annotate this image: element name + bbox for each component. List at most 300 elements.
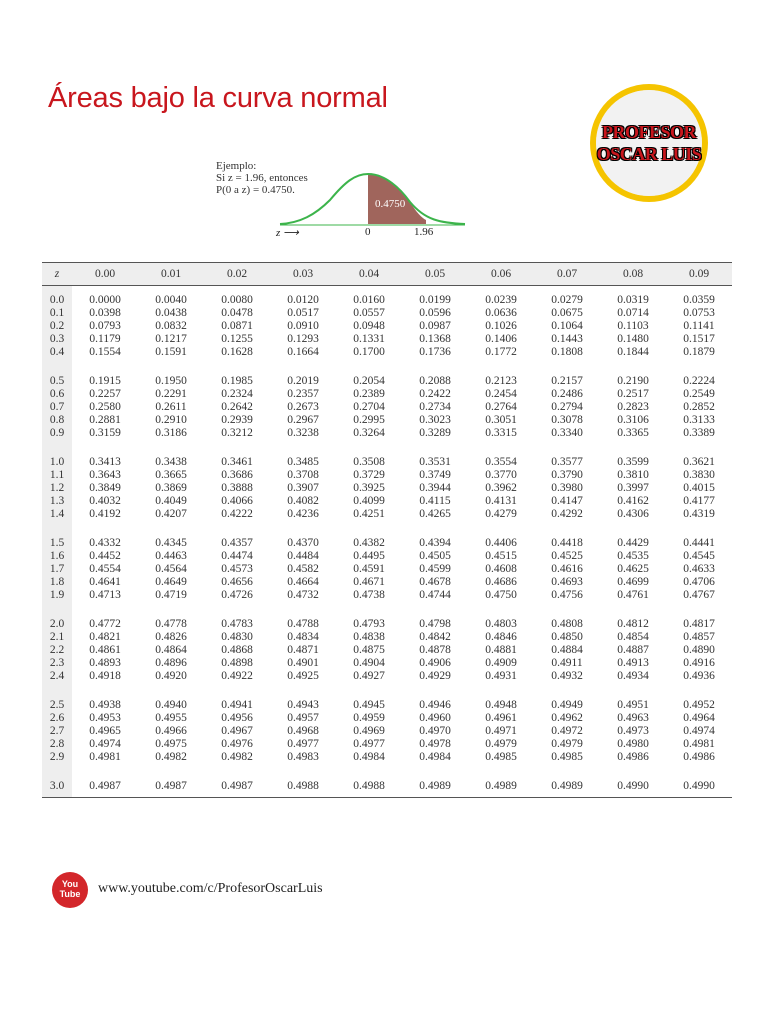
area-cell: 0.4292 [551, 508, 583, 520]
area-cell: 0.4719 [155, 589, 187, 601]
area-cell: 0.0675 [551, 307, 583, 319]
area-cell: 0.0398 [89, 307, 121, 319]
area-cell: 0.4793 [353, 618, 385, 630]
area-cell: 0.2324 [221, 388, 253, 400]
z-value-cell: 2.8 [42, 738, 72, 751]
area-cell: 0.4332 [89, 537, 121, 549]
area-cell: 0.4922 [221, 670, 253, 682]
area-cell: 0.2611 [155, 401, 187, 413]
area-cell: 0.4821 [89, 631, 121, 643]
logo-line-2: OSCAR LUIS [596, 144, 702, 164]
area-cell: 0.0080 [221, 294, 253, 306]
area-cell: 0.3749 [419, 469, 451, 481]
area-cell: 0.0279 [551, 294, 583, 306]
area-cell: 0.4955 [155, 712, 187, 724]
area-cell: 0.4554 [89, 563, 121, 575]
area-cell: 0.3770 [485, 469, 517, 481]
area-cell: 0.4463 [155, 550, 187, 562]
area-cell: 0.4345 [155, 537, 187, 549]
table-row [42, 367, 732, 388]
area-cell: 0.4744 [419, 589, 451, 601]
area-cell: 0.4842 [419, 631, 451, 643]
area-cell: 0.4162 [617, 495, 649, 507]
z-value-cell: 0.1 [42, 307, 72, 320]
page-title: Áreas bajo la curva normal [48, 82, 388, 114]
area-cell: 0.4177 [683, 495, 715, 507]
area-cell: 0.1331 [353, 333, 385, 345]
area-cell: 0.4932 [551, 670, 583, 682]
area-cell: 0.4484 [287, 550, 319, 562]
area-cell: 0.0714 [617, 307, 649, 319]
area-cell: 0.4115 [419, 495, 451, 507]
area-cell: 0.4929 [419, 670, 451, 682]
area-cell: 0.4878 [419, 644, 451, 656]
area-cell: 0.2123 [485, 375, 517, 387]
area-cell: 0.4979 [485, 738, 517, 750]
area-cell: 0.1217 [155, 333, 187, 345]
area-cell: 0.4976 [221, 738, 253, 750]
area-cell: 0.4699 [617, 576, 649, 588]
area-cell: 0.0040 [155, 294, 187, 306]
logo-line-1: PROFESOR [601, 122, 696, 142]
area-cell: 0.2486 [551, 388, 583, 400]
area-cell: 0.2852 [683, 401, 715, 413]
area-cell: 0.4927 [353, 670, 385, 682]
area-cell: 0.4850 [551, 631, 583, 643]
area-cell: 0.4545 [683, 550, 715, 562]
z-axis-label: z ⟶ [276, 227, 299, 239]
area-cell: 0.2967 [287, 414, 319, 426]
area-cell: 0.3830 [683, 469, 715, 481]
area-cell: 0.0910 [287, 320, 319, 332]
area-cell: 0.4515 [485, 550, 517, 562]
area-cell: 0.4525 [551, 550, 583, 562]
area-cell: 0.4357 [221, 537, 253, 549]
table-row [42, 508, 732, 529]
area-cell: 0.4406 [485, 537, 517, 549]
area-cell: 0.3621 [683, 456, 715, 468]
area-value: 0.4750 [375, 198, 406, 210]
area-cell: 0.4671 [353, 576, 385, 588]
area-cell: 0.3577 [551, 456, 583, 468]
area-cell: 0.4082 [287, 495, 319, 507]
area-cell: 0.4808 [551, 618, 583, 630]
area-cell: 0.0160 [353, 294, 385, 306]
table-row [42, 388, 732, 401]
normal-curve-figure [270, 160, 470, 230]
area-cell: 0.4901 [287, 657, 319, 669]
channel-url[interactable]: www.youtube.com/c/ProfesorOscarLuis [98, 881, 323, 896]
area-cell: 0.4591 [353, 563, 385, 575]
area-cell: 0.2190 [617, 375, 649, 387]
area-cell: 0.1406 [485, 333, 517, 345]
table-row [42, 529, 732, 550]
area-cell: 0.4783 [221, 618, 253, 630]
area-cell: 0.4394 [419, 537, 451, 549]
area-cell: 0.4990 [600, 772, 666, 798]
area-cell: 0.1255 [221, 333, 253, 345]
example-result: P(0 a z) = 0.4750. [216, 184, 295, 196]
area-cell: 0.4817 [683, 618, 715, 630]
area-cell: 0.4207 [155, 508, 187, 520]
area-cell: 0.2910 [155, 414, 187, 426]
area-cell: 0.4961 [485, 712, 517, 724]
area-cell: 0.4896 [155, 657, 187, 669]
table-row [42, 725, 732, 738]
area-cell: 0.1141 [683, 320, 715, 332]
area-cell: 0.2881 [89, 414, 121, 426]
area-cell: 0.4418 [551, 537, 583, 549]
area-cell: 0.3708 [287, 469, 319, 481]
area-cell: 0.4987 [138, 772, 204, 798]
area-cell: 0.4981 [683, 738, 715, 750]
area-cell: 0.4898 [221, 657, 253, 669]
table-row [42, 772, 732, 798]
table-row [42, 563, 732, 576]
area-cell: 0.4959 [353, 712, 385, 724]
table-row [42, 738, 732, 751]
z-value-cell: 1.7 [42, 563, 72, 576]
area-cell: 0.0359 [683, 294, 715, 306]
area-cell: 0.4990 [666, 772, 732, 798]
z-value-cell: 1.3 [42, 495, 72, 508]
area-cell: 0.4505 [419, 550, 451, 562]
area-cell: 0.4608 [485, 563, 517, 575]
area-cell: 0.4941 [221, 699, 253, 711]
column-header: 0.09 [666, 263, 732, 286]
area-cell: 0.3888 [221, 482, 253, 494]
area-cell: 0.4948 [485, 699, 517, 711]
area-cell: 0.4972 [551, 725, 583, 737]
area-cell: 0.2939 [221, 414, 253, 426]
area-cell: 0.4989 [534, 772, 600, 798]
area-cell: 0.3643 [89, 469, 121, 481]
area-cell: 0.4788 [287, 618, 319, 630]
area-cell: 0.4713 [89, 589, 121, 601]
area-cell: 0.0517 [287, 307, 319, 319]
area-cell: 0.0832 [155, 320, 187, 332]
area-cell: 0.1293 [287, 333, 319, 345]
area-cell: 0.4982 [221, 751, 253, 763]
area-cell: 0.4032 [89, 495, 121, 507]
area-cell: 0.4812 [617, 618, 649, 630]
area-cell: 0.4920 [155, 670, 187, 682]
table-row [42, 427, 732, 448]
area-cell: 0.3980 [551, 482, 583, 494]
area-cell: 0.0987 [419, 320, 451, 332]
area-cell: 0.4934 [617, 670, 649, 682]
area-cell: 0.3289 [419, 427, 451, 439]
area-cell: 0.3438 [155, 456, 187, 468]
area-cell: 0.4066 [221, 495, 253, 507]
area-cell: 0.0199 [419, 294, 451, 306]
area-cell: 0.3925 [353, 482, 385, 494]
youtube-icon[interactable] [52, 872, 88, 908]
area-cell: 0.4649 [155, 576, 187, 588]
area-cell: 0.4656 [221, 576, 253, 588]
column-header: 0.02 [204, 263, 270, 286]
area-cell: 0.4633 [683, 563, 715, 575]
area-cell: 0.4015 [683, 482, 715, 494]
area-cell: 0.4881 [485, 644, 517, 656]
table-row [42, 482, 732, 495]
area-cell: 0.0000 [89, 294, 121, 306]
area-cell: 0.4750 [485, 589, 517, 601]
area-cell: 0.2823 [617, 401, 649, 413]
z-value-cell: 0.8 [42, 414, 72, 427]
area-cell: 0.2291 [155, 388, 187, 400]
area-cell: 0.0319 [617, 294, 649, 306]
area-cell: 0.0478 [221, 307, 253, 319]
area-cell: 0.4857 [683, 631, 715, 643]
area-cell: 0.4236 [287, 508, 319, 520]
table-row [42, 333, 732, 346]
area-cell: 0.1026 [485, 320, 517, 332]
area-cell: 0.4988 [270, 772, 336, 798]
area-cell: 0.4495 [353, 550, 385, 562]
area-cell: 0.4986 [683, 751, 715, 763]
area-cell: 0.2549 [683, 388, 715, 400]
z-value-cell: 2.6 [42, 712, 72, 725]
table-body [42, 286, 732, 798]
area-cell: 0.4452 [89, 550, 121, 562]
area-cell: 0.4906 [419, 657, 451, 669]
area-cell: 0.3849 [89, 482, 121, 494]
area-cell: 0.0438 [155, 307, 187, 319]
area-cell: 0.3315 [485, 427, 517, 439]
area-cell: 0.4968 [287, 725, 319, 737]
area-cell: 0.4830 [221, 631, 253, 643]
area-cell: 0.1179 [89, 333, 121, 345]
area-cell: 0.4834 [287, 631, 319, 643]
area-cell: 0.4846 [485, 631, 517, 643]
table-row [42, 469, 732, 482]
z-value-cell: 2.0 [42, 610, 72, 631]
area-cell: 0.4985 [485, 751, 517, 763]
table-row [42, 307, 732, 320]
table-row [42, 712, 732, 725]
area-cell: 0.4974 [683, 725, 715, 737]
area-cell: 0.4974 [89, 738, 121, 750]
area-cell: 0.3365 [617, 427, 649, 439]
area-cell: 0.0636 [485, 307, 517, 319]
z-value-cell: 2.2 [42, 644, 72, 657]
area-cell: 0.4946 [419, 699, 451, 711]
area-cell: 0.4678 [419, 576, 451, 588]
z-value-cell: 0.5 [42, 367, 72, 388]
area-cell: 0.2054 [353, 375, 385, 387]
area-cell: 0.0557 [353, 307, 385, 319]
table-row [42, 657, 732, 670]
area-cell: 0.2088 [419, 375, 451, 387]
z-value-cell: 0.7 [42, 401, 72, 414]
area-cell: 0.2257 [89, 388, 121, 400]
area-cell: 0.4279 [485, 508, 517, 520]
example-condition: Si z = 1.96, entonces [216, 172, 308, 184]
z-value-cell: 1.9 [42, 589, 72, 610]
area-cell: 0.4664 [287, 576, 319, 588]
table-row [42, 550, 732, 563]
area-cell: 0.4251 [353, 508, 385, 520]
area-cell: 0.2995 [353, 414, 385, 426]
area-cell: 0.2224 [683, 375, 715, 387]
area-cell: 0.1591 [155, 346, 187, 358]
area-cell: 0.0948 [353, 320, 385, 332]
area-cell: 0.1664 [287, 346, 319, 358]
area-cell: 0.4192 [89, 508, 121, 520]
area-cell: 0.3133 [683, 414, 715, 426]
area-cell: 0.4319 [683, 508, 715, 520]
area-cell: 0.4977 [287, 738, 319, 750]
area-cell: 0.2673 [287, 401, 319, 413]
area-cell: 0.4953 [89, 712, 121, 724]
area-cell: 0.2764 [485, 401, 517, 413]
z-table [42, 262, 732, 798]
area-cell: 0.2019 [287, 375, 319, 387]
z-value-cell: 0.6 [42, 388, 72, 401]
area-cell: 0.3389 [683, 427, 715, 439]
column-header-z: z [42, 263, 72, 286]
z-value-cell: 0.9 [42, 427, 72, 448]
table-row [42, 644, 732, 657]
column-header: 0.08 [600, 263, 666, 286]
area-cell: 0.4726 [221, 589, 253, 601]
area-cell: 0.4798 [419, 618, 451, 630]
area-cell: 0.3023 [419, 414, 451, 426]
area-cell: 0.4925 [287, 670, 319, 682]
column-header: 0.05 [402, 263, 468, 286]
area-cell: 0.4890 [683, 644, 715, 656]
area-cell: 0.4738 [353, 589, 385, 601]
column-header: 0.04 [336, 263, 402, 286]
table-header [42, 263, 732, 286]
area-cell: 0.4904 [353, 657, 385, 669]
z-value-cell: 1.4 [42, 508, 72, 529]
table-row [42, 610, 732, 631]
area-cell: 0.1844 [617, 346, 649, 358]
area-cell: 0.3686 [221, 469, 253, 481]
area-cell: 0.3159 [89, 427, 121, 439]
area-cell: 0.2734 [419, 401, 451, 413]
column-header: 0.07 [534, 263, 600, 286]
area-cell: 0.3944 [419, 482, 451, 494]
area-cell: 0.4732 [287, 589, 319, 601]
profesor-oscar-luis-logo [588, 82, 710, 204]
area-cell: 0.3907 [287, 482, 319, 494]
area-cell: 0.1480 [617, 333, 649, 345]
area-cell: 0.4535 [617, 550, 649, 562]
area-cell: 0.3051 [485, 414, 517, 426]
area-cell: 0.4981 [89, 751, 121, 763]
area-cell: 0.2157 [551, 375, 583, 387]
area-cell: 0.4864 [155, 644, 187, 656]
area-cell: 0.4861 [89, 644, 121, 656]
area-cell: 0.0793 [89, 320, 121, 332]
area-cell: 0.4761 [617, 589, 649, 601]
area-cell: 0.2422 [419, 388, 451, 400]
area-cell: 0.4772 [89, 618, 121, 630]
area-cell: 0.3508 [353, 456, 385, 468]
area-cell: 0.4641 [89, 576, 121, 588]
area-cell: 0.1950 [155, 375, 187, 387]
tick-1-96: 1.96 [414, 226, 434, 238]
area-cell: 0.2704 [353, 401, 385, 413]
area-cell: 0.4971 [485, 725, 517, 737]
area-cell: 0.4131 [485, 495, 517, 507]
area-cell: 0.3869 [155, 482, 187, 494]
area-cell: 0.2794 [551, 401, 583, 413]
area-cell: 0.4965 [89, 725, 121, 737]
column-header: 0.03 [270, 263, 336, 286]
area-cell: 0.4949 [551, 699, 583, 711]
area-cell: 0.1808 [551, 346, 583, 358]
area-cell: 0.3729 [353, 469, 385, 481]
area-cell: 0.3665 [155, 469, 187, 481]
z-value-cell: 2.4 [42, 670, 72, 691]
area-cell: 0.0871 [221, 320, 253, 332]
z-value-cell: 0.2 [42, 320, 72, 333]
area-cell: 0.4964 [683, 712, 715, 724]
area-cell: 0.4970 [419, 725, 451, 737]
area-cell: 0.1554 [89, 346, 121, 358]
area-cell: 0.4973 [617, 725, 649, 737]
area-cell: 0.4564 [155, 563, 187, 575]
area-cell: 0.4838 [353, 631, 385, 643]
area-cell: 0.4099 [353, 495, 385, 507]
z-value-cell: 1.6 [42, 550, 72, 563]
z-value-cell: 2.1 [42, 631, 72, 644]
tick-zero: 0 [365, 226, 371, 238]
column-header: 0.06 [468, 263, 534, 286]
area-cell: 0.3997 [617, 482, 649, 494]
area-cell: 0.1772 [485, 346, 517, 358]
area-cell: 0.1879 [683, 346, 715, 358]
area-cell: 0.4049 [155, 495, 187, 507]
area-cell: 0.3212 [221, 427, 253, 439]
area-cell: 0.1064 [551, 320, 583, 332]
area-cell: 0.4474 [221, 550, 253, 562]
area-cell: 0.4868 [221, 644, 253, 656]
area-cell: 0.4987 [204, 772, 270, 798]
area-cell: 0.4984 [353, 751, 385, 763]
area-cell: 0.4967 [221, 725, 253, 737]
logo-badge-icon [588, 82, 710, 204]
area-cell: 0.4887 [617, 644, 649, 656]
area-cell: 0.3106 [617, 414, 649, 426]
area-cell: 0.3340 [551, 427, 583, 439]
area-cell: 0.4222 [221, 508, 253, 520]
area-cell: 0.4918 [89, 670, 121, 682]
area-cell: 0.4909 [485, 657, 517, 669]
table-row [42, 670, 732, 691]
area-cell: 0.4884 [551, 644, 583, 656]
area-cell: 0.3078 [551, 414, 583, 426]
area-cell: 0.1628 [221, 346, 253, 358]
table-row [42, 401, 732, 414]
area-cell: 0.4803 [485, 618, 517, 630]
z-value-cell: 1.8 [42, 576, 72, 589]
table-row [42, 346, 732, 367]
column-header: 0.00 [72, 263, 138, 286]
area-cell: 0.3790 [551, 469, 583, 481]
area-cell: 0.4957 [287, 712, 319, 724]
area-cell: 0.4951 [617, 699, 649, 711]
area-cell: 0.4936 [683, 670, 715, 682]
example-heading: Ejemplo: [216, 160, 257, 172]
area-cell: 0.4940 [155, 699, 187, 711]
area-cell: 0.4582 [287, 563, 319, 575]
table-row [42, 631, 732, 644]
